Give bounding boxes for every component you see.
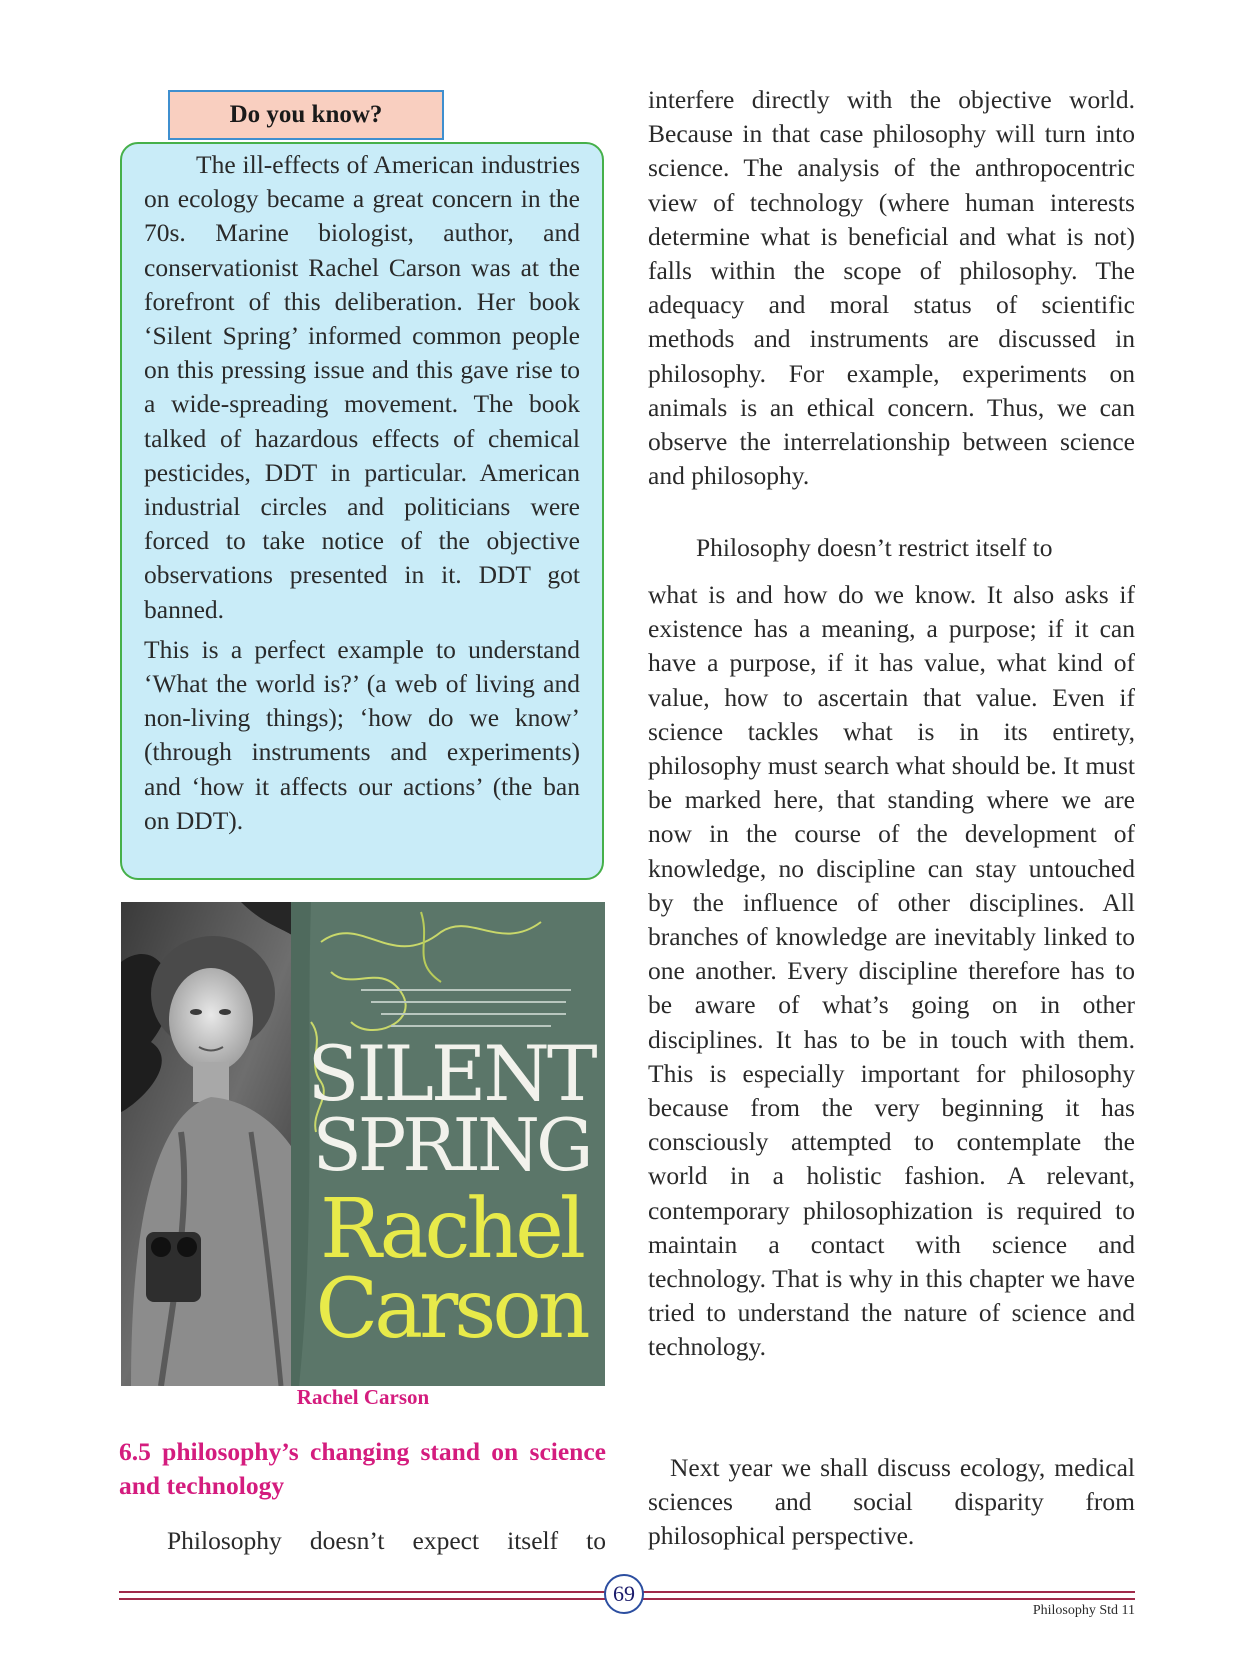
- cover-title-line-1: SILENT: [307, 1029, 595, 1118]
- do-you-know-box: [120, 142, 604, 880]
- silent-spring-cover-image: [121, 902, 605, 1386]
- cover-author-line-1: Rachel: [320, 1182, 582, 1277]
- right-paragraph-1: interfere directly with the objective world. Because in that case philosophy will turn into science. The analysis of the anthropocentric view of technology (where human interests determine what is beneficial and what is not) falls within the scope of philosophy. The adequacy and moral status of scientific methods and instruments are discussed in philosophy. For example, experiments on animals is an ethical concern. Thus, we can observe the interrelationship between science and philosophy.: [648, 85, 1135, 491]
- footer-book-title: Philosophy Std 11: [1032, 1603, 1135, 1618]
- page-number: 69: [604, 1574, 644, 1614]
- right-paragraph-4: Next year we shall discuss ecology, medical sciences and social disparity from philosophical perspective.: [648, 1453, 1135, 1551]
- right-paragraph-3: what is and how do we know. It also asks if existence has a meaning, a purpose; if it can have a purpose, if it has value, what kind of value, how to ascertain that value. Even if science tackles what is in its entirety, philosophy must search what should be. It must be marked here, that standing where we are now in the course of the development of knowledge, no discipline can stay untouched by the influence of other disciplines. All branches of knowledge are inevitably linked to one another. Every discipline therefore has to be aware of what’s going on in other disciplines. It has to be in touch with them. This is especially important for philosophy because from the very beginning it has consciously attempted to contemplate the world in a holistic fashion. A relevant, contemporary philosophization is required to maintain a contact with science and technology. That is why in this chapter we have tried to understand the nature of science and technology.: [648, 580, 1135, 1362]
- rachel-carson-photo: [121, 902, 605, 1386]
- portrait-face: [169, 968, 253, 1072]
- know-box-paragraph-1: The ill-effects of American industries on ecology became a great concern in the 70s. Marine biologist, author, and conservationist Rachel Carson was at the forefront of this deliberation. Her book ‘Silent Spring’ informed common people on this pressing issue and this gave rise to a wide-spreading movement. The book talked of hazardous effects of chemical pesticides, DDT in particular. American industrial circles and politicians were forced to take notice of the objective observations presented in it. DDT got banned.: [144, 150, 580, 624]
- know-box-paragraph-2: This is a perfect example to understand ‘What the world is?’ (a web of living and non-living things); ‘how do we know’ (through instruments and experiments) and ‘how it affects our actions’ (the ban on DDT).: [144, 634, 580, 835]
- section-heading: 6.5 philosophy’s changing stand on science and technology: [119, 1437, 606, 1500]
- right-paragraph-2: Philosophy doesn’t restrict itself to: [696, 533, 1053, 562]
- cover-author-line-2: Carson: [315, 1262, 587, 1357]
- figure-caption: Rachel Carson: [296, 1385, 430, 1409]
- section-opening-line: Philosophy doesn’t expect itself to: [167, 1526, 606, 1555]
- cover-title-line-2: SPRING: [312, 1103, 590, 1187]
- do-you-know-title: Do you know?: [168, 90, 444, 140]
